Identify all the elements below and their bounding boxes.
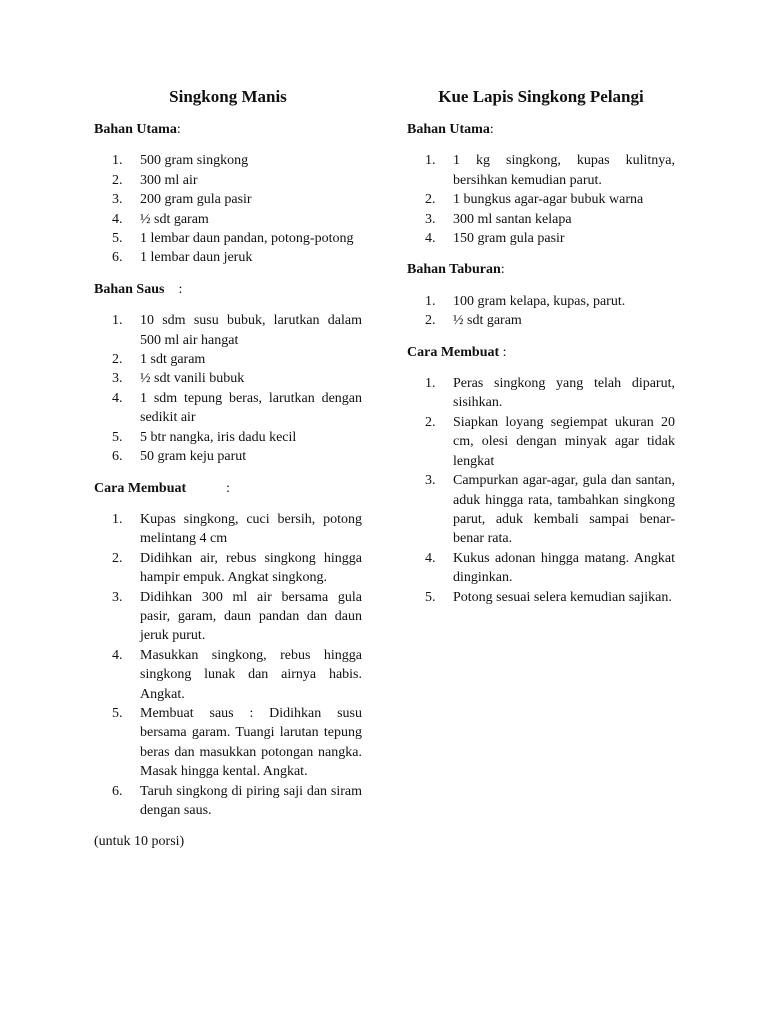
- list-item: [94, 229, 362, 248]
- sauce-ingredient-list: [94, 311, 362, 466]
- item-number: 1.: [425, 293, 436, 309]
- item-number: 2.: [112, 550, 123, 566]
- item-number: 1.: [425, 153, 436, 169]
- list-item: [407, 190, 675, 209]
- list-item: [94, 151, 362, 170]
- item-text: 1 lembar daun pandan, potong-potong: [140, 231, 354, 247]
- item-text: 1 sdt garam: [140, 352, 206, 368]
- item-text: Peras singkong yang telah diparut, sisihkan.: [453, 376, 675, 411]
- item-text: Taruh singkong di piring saji dan siram dengan saus.: [140, 783, 362, 818]
- item-number: 4.: [112, 647, 123, 663]
- recipe-kue-lapis-singkong-pelangi: [407, 86, 675, 619]
- section-label: Bahan Saus: [94, 281, 165, 297]
- item-number: 6.: [112, 449, 123, 465]
- item-number: 5.: [112, 231, 123, 247]
- list-item: [94, 428, 362, 447]
- item-text: Potong sesuai selera kemudian sajikan.: [453, 589, 672, 605]
- section-heading-bahan-taburan: [407, 260, 675, 279]
- item-text: Siapkan loyang segiempat ukuran 20 cm, olesi dengan minyak agar tidak lengkat: [453, 414, 675, 469]
- list-item: [407, 374, 675, 413]
- list-item: [94, 350, 362, 369]
- item-number: 2.: [425, 192, 436, 208]
- topping-ingredient-list: [407, 292, 675, 331]
- item-text: Didihkan air, rebus singkong hingga hampir empuk. Angkat singkong.: [140, 550, 362, 586]
- item-number: 6.: [112, 250, 123, 266]
- list-item: [407, 229, 675, 248]
- list-item: [94, 369, 362, 388]
- section-colon: :: [176, 122, 181, 137]
- section-heading-cara-membuat: [94, 479, 362, 498]
- ingredient-list: [94, 151, 362, 267]
- section-label: Bahan Utama: [94, 122, 177, 137]
- item-text: ½ sdt garam: [453, 313, 522, 329]
- section-heading-bahan-saus: [94, 280, 362, 299]
- item-text: 100 gram kelapa, kupas, parut.: [453, 293, 626, 309]
- recipe-singkong-manis: [94, 86, 362, 852]
- item-text: 200 gram gula pasir: [140, 192, 252, 208]
- method-step-list: [407, 374, 675, 607]
- item-number: 6.: [112, 783, 123, 799]
- item-text: ½ sdt vanili bubuk: [140, 371, 245, 387]
- list-item: [407, 588, 675, 607]
- section-colon: :: [489, 122, 494, 137]
- item-number: 1.: [112, 153, 123, 169]
- item-text: Kupas singkong, cuci bersih, potong melintang 4 cm: [140, 511, 362, 547]
- item-number: 4.: [112, 211, 123, 227]
- item-text: 50 gram keju parut: [140, 449, 247, 465]
- item-number: 5.: [112, 429, 123, 445]
- list-item: [94, 646, 362, 704]
- item-text: 1 sdm tepung beras, larutkan dengan sedikit air: [140, 390, 362, 426]
- item-number: 2.: [112, 352, 123, 368]
- item-number: 3.: [112, 371, 123, 387]
- list-item: [94, 210, 362, 229]
- list-item: [407, 413, 675, 471]
- item-number: 2.: [425, 414, 436, 430]
- list-item: [94, 782, 362, 821]
- list-item: [94, 389, 362, 428]
- item-number: 5.: [112, 705, 123, 721]
- list-item: [94, 248, 362, 267]
- item-text: Masukkan singkong, rebus hingga singkong lunak dan airnya habis. Angkat.: [140, 647, 362, 702]
- list-item: [407, 210, 675, 229]
- item-text: Membuat saus : Didihkan susu bersama garam. Tuangi larutan tepung beras dan masukkan potongan nangka. Masak hingga kental. Angkat.: [140, 705, 362, 780]
- item-text: Didihkan 300 ml air bersama gula pasir, garam, daun pandan dan daun jeruk purut.: [140, 589, 362, 644]
- list-item: [94, 510, 362, 549]
- list-item: [94, 447, 362, 466]
- section-label: Bahan Taburan: [407, 262, 501, 278]
- list-item: [94, 171, 362, 190]
- section-colon: :: [226, 480, 231, 496]
- section-colon: :: [178, 281, 183, 297]
- item-number: 1.: [425, 376, 436, 392]
- list-item: [407, 549, 675, 588]
- item-text: 300 ml santan kelapa: [453, 211, 572, 227]
- recipe-title: Kue Lapis Singkong Pelangi: [438, 87, 644, 106]
- item-number: 3.: [425, 211, 436, 227]
- section-label: Bahan Utama: [407, 122, 490, 137]
- item-number: 4.: [425, 231, 436, 247]
- ingredient-list: [407, 151, 675, 248]
- item-text: 5 btr nangka, iris dadu kecil: [140, 429, 297, 445]
- item-text: 1 lembar daun jeruk: [140, 250, 253, 266]
- item-number: 3.: [425, 473, 436, 489]
- section-heading-bahan-utama: [407, 120, 675, 139]
- section-heading-bahan-utama: [94, 120, 362, 139]
- item-number: 5.: [425, 589, 436, 605]
- item-text: 1 bungkus agar-agar bubuk warna: [453, 192, 644, 208]
- item-text: 150 gram gula pasir: [453, 231, 565, 247]
- item-text: 10 sdm susu bubuk, larutkan dalam 500 ml air hangat: [140, 313, 362, 348]
- list-item: [407, 151, 675, 190]
- item-number: 2.: [112, 172, 123, 188]
- item-number: 1.: [112, 511, 123, 527]
- list-item: [407, 471, 675, 549]
- section-colon: :: [500, 262, 505, 278]
- method-step-list: [94, 510, 362, 821]
- list-item: [94, 311, 362, 350]
- list-item: [94, 549, 362, 588]
- item-text: 500 gram singkong: [140, 153, 249, 169]
- list-item: [94, 588, 362, 646]
- item-text: 1 kg singkong, kupas kulitnya, bersihkan kemudian parut.: [453, 153, 675, 188]
- recipe-title: Singkong Manis: [169, 87, 287, 106]
- section-heading-cara-membuat: [407, 343, 675, 362]
- list-item: [407, 311, 675, 330]
- list-item: [94, 190, 362, 209]
- item-text: 300 ml air: [140, 172, 198, 188]
- serving-note: (untuk 10 porsi): [94, 834, 185, 850]
- item-number: 4.: [112, 390, 123, 406]
- item-number: 2.: [425, 313, 436, 329]
- item-text: Kukus adonan hingga matang. Angkat dinginkan.: [453, 550, 675, 586]
- list-item: [94, 704, 362, 782]
- item-text: ½ sdt garam: [140, 211, 209, 227]
- item-text: Campurkan agar-agar, gula dan santan, aduk hingga rata, tambahkan singkong parut, aduk kembali sampai benar-benar rata.: [453, 473, 675, 547]
- list-item: [407, 292, 675, 311]
- section-label: Cara Membuat: [407, 344, 500, 360]
- item-number: 3.: [112, 589, 123, 605]
- section-label: Cara Membuat: [94, 480, 187, 496]
- item-number: 1.: [112, 313, 123, 329]
- item-number: 3.: [112, 192, 123, 208]
- item-number: 4.: [425, 550, 436, 566]
- section-colon: :: [502, 344, 507, 360]
